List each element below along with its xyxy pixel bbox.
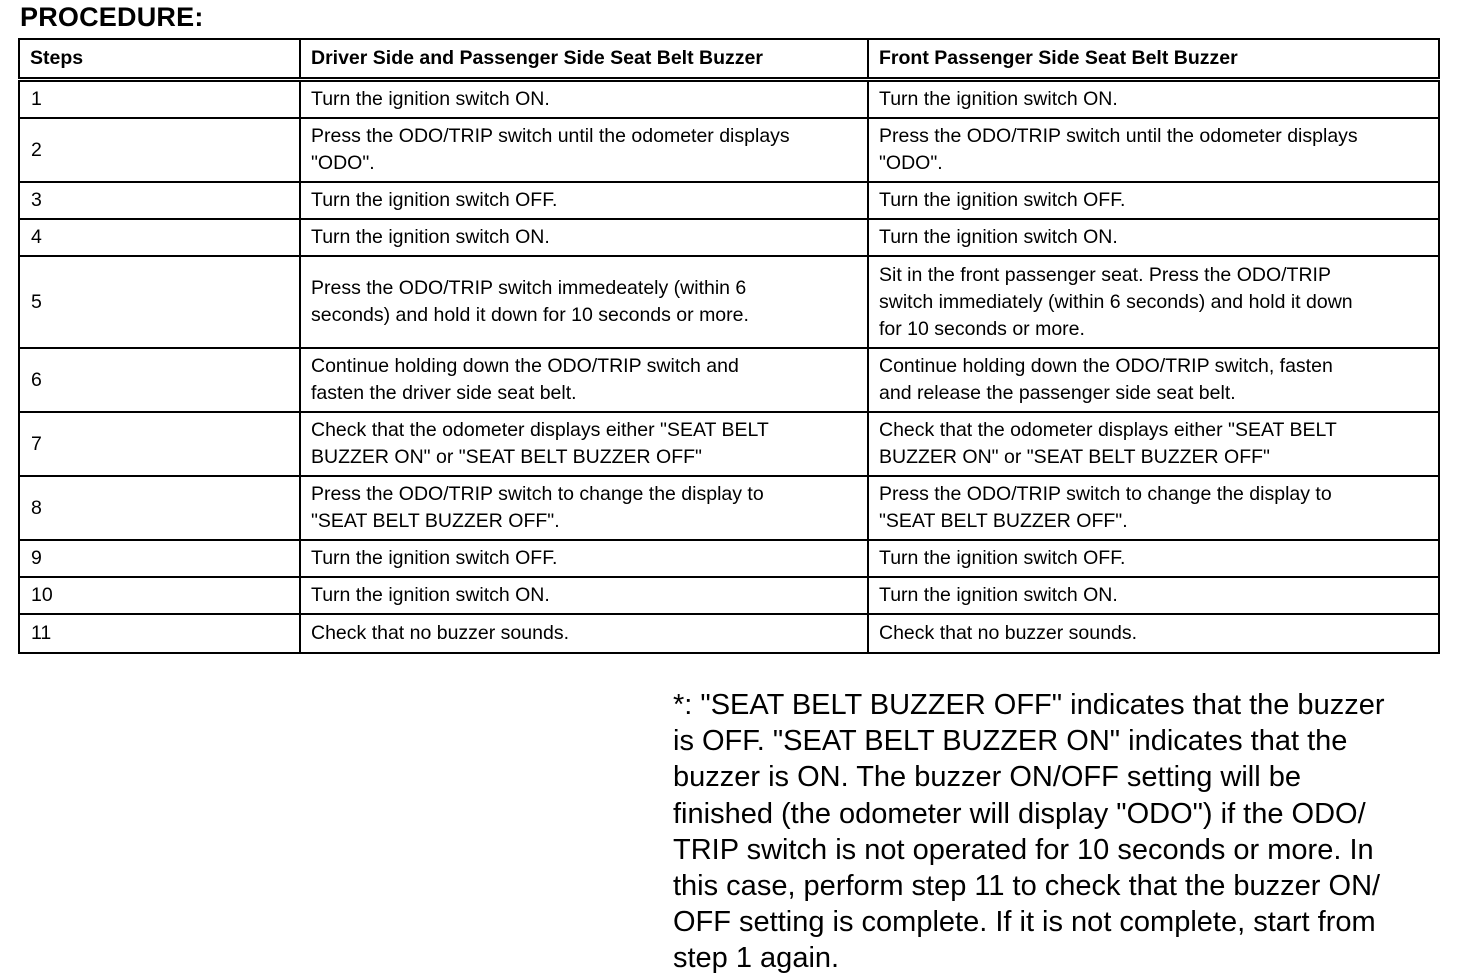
instruction-line: Check that the odometer displays either "SEAT BELT <box>311 419 769 441</box>
header-driver-side: Driver Side and Passenger Side Seat Belt Buzzer <box>300 39 868 80</box>
footnote-line: is OFF. "SEAT BELT BUZZER ON" indicates that the <box>673 725 1348 758</box>
instruction-line: "ODO". <box>311 152 375 174</box>
instruction-line: Press the ODO/TRIP switch to change the display to <box>879 483 1332 505</box>
instruction-line: BUZZER ON" or "SEAT BELT BUZZER OFF" <box>311 446 702 468</box>
instruction-line: "ODO". <box>879 152 943 174</box>
passenger-instruction <box>868 80 1439 119</box>
footnote-line: buzzer is ON. The buzzer ON/OFF setting will be <box>673 761 1302 794</box>
footnote-line: *: "SEAT BELT BUZZER OFF" indicates that the buzzer <box>673 689 1385 721</box>
passenger-instruction <box>868 476 1439 540</box>
table-row <box>19 182 1439 219</box>
instruction-line: for 10 seconds or more. <box>879 317 1085 340</box>
instruction-line: Turn the ignition switch OFF. <box>311 547 558 569</box>
instruction-line: Turn the ignition switch OFF. <box>311 189 558 211</box>
instruction-line: "SEAT BELT BUZZER OFF". <box>311 510 560 532</box>
driver-instruction <box>300 476 868 540</box>
footnote-line: step 1 again. <box>673 942 840 975</box>
driver-instruction <box>300 614 868 653</box>
instruction-line: Press the ODO/TRIP switch to change the display to <box>311 483 764 505</box>
instruction-line: fasten the driver side seat belt. <box>311 382 577 404</box>
instruction-line: Press the ODO/TRIP switch until the odometer displays <box>311 125 790 147</box>
driver-instruction <box>300 348 868 412</box>
driver-instruction <box>300 540 868 577</box>
table-row <box>19 256 1439 348</box>
driver-instruction <box>300 219 868 256</box>
instruction-line: Turn the ignition switch ON. <box>311 584 550 606</box>
instruction-line: and release the passenger side seat belt. <box>879 382 1236 404</box>
header-steps: Steps <box>19 39 300 80</box>
footnote <box>673 687 1463 977</box>
passenger-instruction <box>868 182 1439 219</box>
step-number: 9 <box>19 540 300 577</box>
table-row <box>19 577 1439 614</box>
instruction-line: seconds) and hold it down for 10 seconds or more. <box>311 304 749 326</box>
instruction-line: Turn the ignition switch OFF. <box>879 547 1126 569</box>
table-row <box>19 540 1439 577</box>
instruction-line: Check that the odometer displays either "SEAT BELT <box>879 419 1337 441</box>
step-number: 5 <box>19 256 300 348</box>
table-row <box>19 219 1439 256</box>
step-number: 2 <box>19 118 300 182</box>
instruction-line: Turn the ignition switch ON. <box>879 584 1118 606</box>
step-number: 3 <box>19 182 300 219</box>
passenger-instruction <box>868 348 1439 412</box>
instruction-line: switch immediately (within 6 seconds) and hold it down <box>879 290 1353 313</box>
instruction-line: Press the ODO/TRIP switch until the odometer displays <box>879 125 1358 147</box>
passenger-instruction <box>868 614 1439 653</box>
instruction-line: BUZZER ON" or "SEAT BELT BUZZER OFF" <box>879 446 1270 468</box>
procedure-table <box>18 38 1440 654</box>
step-number: 6 <box>19 348 300 412</box>
table-row <box>19 80 1439 119</box>
driver-instruction <box>300 118 868 182</box>
page-title: PROCEDURE: <box>20 2 204 32</box>
footnote-line: TRIP switch is not operated for 10 seconds or more. In <box>673 833 1374 866</box>
driver-instruction <box>300 182 868 219</box>
instruction-line: Turn the ignition switch OFF. <box>879 189 1126 211</box>
instruction-line: Check that no buzzer sounds. <box>311 622 569 644</box>
table-header-row <box>19 39 1439 80</box>
step-number: 1 <box>19 80 300 119</box>
step-number: 11 <box>19 614 300 653</box>
driver-instruction <box>300 256 868 348</box>
footnote-line: finished (the odometer will display "ODO") if the ODO/ <box>673 797 1366 830</box>
instruction-line: "SEAT BELT BUZZER OFF". <box>879 510 1128 532</box>
footnote-line: this case, perform step 11 to check that the buzzer ON/ <box>673 870 1381 903</box>
step-number: 7 <box>19 412 300 476</box>
instruction-line: Continue holding down the ODO/TRIP switch, fasten <box>879 355 1333 377</box>
driver-instruction <box>300 577 868 614</box>
instruction-line: Turn the ignition switch ON. <box>311 226 550 248</box>
table-row <box>19 614 1439 653</box>
passenger-instruction <box>868 540 1439 577</box>
footnote-line: OFF setting is complete. If it is not complete, start from <box>673 906 1376 939</box>
instruction-line: Continue holding down the ODO/TRIP switch and <box>311 355 739 377</box>
table-row <box>19 476 1439 540</box>
instruction-line: Turn the ignition switch ON. <box>879 226 1118 248</box>
instruction-line: Sit in the front passenger seat. Press the ODO/TRIP <box>879 263 1331 286</box>
instruction-line: Turn the ignition switch ON. <box>879 88 1118 110</box>
driver-instruction <box>300 80 868 119</box>
step-number: 8 <box>19 476 300 540</box>
instruction-line: Check that no buzzer sounds. <box>879 622 1137 644</box>
passenger-instruction <box>868 577 1439 614</box>
instruction-line: Turn the ignition switch ON. <box>311 88 550 110</box>
passenger-instruction <box>868 256 1439 348</box>
instruction-line: Press the ODO/TRIP switch immedeately (within 6 <box>311 277 747 299</box>
table-row <box>19 118 1439 182</box>
passenger-instruction <box>868 219 1439 256</box>
table-row <box>19 348 1439 412</box>
table-row <box>19 412 1439 476</box>
step-number: 10 <box>19 577 300 614</box>
passenger-instruction <box>868 412 1439 476</box>
header-front-passenger-side: Front Passenger Side Seat Belt Buzzer <box>868 39 1439 80</box>
driver-instruction <box>300 412 868 476</box>
passenger-instruction <box>868 118 1439 182</box>
step-number: 4 <box>19 219 300 256</box>
